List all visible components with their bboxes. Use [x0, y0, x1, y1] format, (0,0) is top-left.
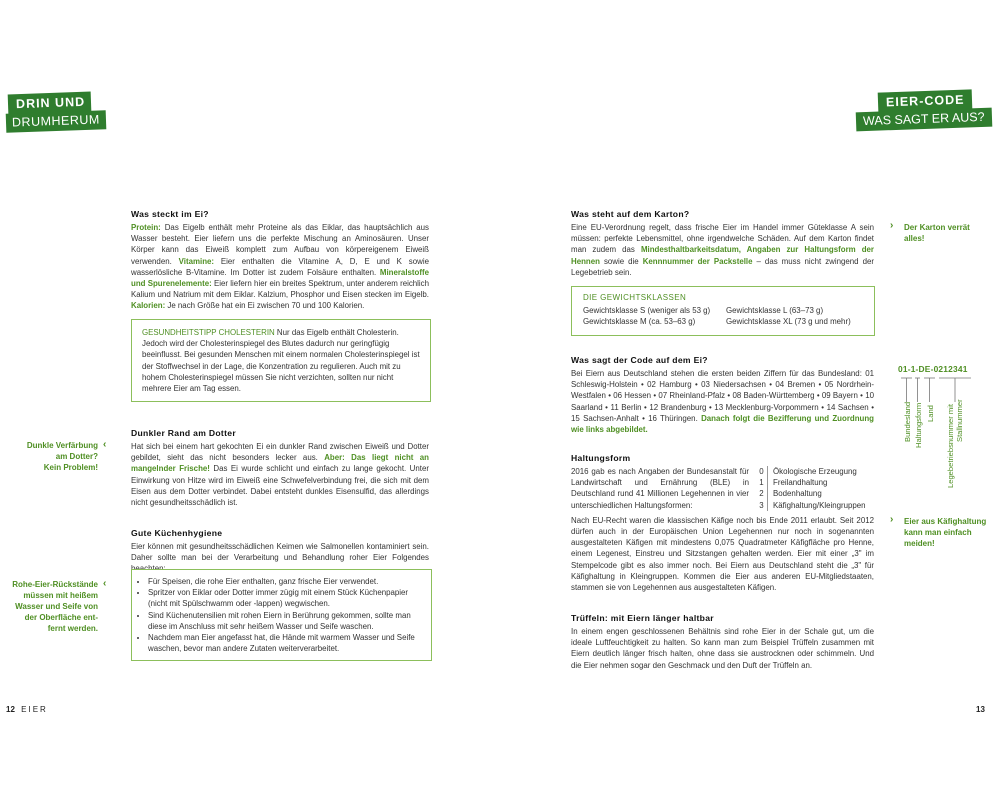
right-section-carton — [571, 209, 874, 278]
section-tag-subtitle-right: WAS SAGT ER AUS? — [856, 108, 992, 131]
weight-class-item: Gewichtsklasse L (63–73 g) — [726, 306, 824, 315]
table-row: 0 Ökologische Erzeugung — [756, 466, 866, 477]
tip-text: Nur das Eigelb enthält Cholesterin. Jedoch wird der Cholesterinspiegel des Blutes dadurch nur geringfügig beeinflusst. Bei gesunden Menschen mit einem normalen Cholesterinspiegel ist der Stoffwechsel in der Lage, die Konzentration zu regulieren. Auch mit zu hohem Cholesterinspiegel müssen Sie nicht verzichten, sollten nur nicht mehrere Eier am Tag essen. — [142, 328, 420, 394]
paragraph-nutrients: Protein: Das Eigelb enthält mehr Proteine als das Eiklar, das hauptsächlich aus Wasser besteht. Eier liefern uns die perfekte Mischung an Aminosäuren. Unser Körper kann das Eiweiß komplett zum Aufbau von körpereigenem Eiweiß verwenden. Vitamine: Eier enthalten die Vitamine A, D, E und K sowie wasserlösliche B-Vitamine. Im Dotter ist zudem Folsäure enthalten. Mineralstoffe und Spurenelemente: Eier liefern hier ein breites Spektrum, unter anderem reichlich Kalium und Natrium mit dem Eiklar. Kalzium, Phosphor und Eisen stecken im Eigelb. Kalorien: Je nach Größe hat ein Ei zwischen 70 und 100 Kalorien. — [131, 223, 430, 311]
side-note-cage: Eier aus Käfighaltung kann man einfach meiden! — [904, 517, 987, 548]
code-label-legebetrieb: Legebetriebsnummer mit — [946, 404, 955, 488]
section-tag-title-right: EIER-CODE — [878, 89, 973, 112]
side-note-carton: Der Karton verrät alles! — [904, 223, 970, 243]
left-section-hygiene — [131, 528, 429, 575]
heading-was-steckt: Was steckt im Ei? — [131, 209, 209, 219]
haltung-table — [756, 466, 866, 511]
heading-haltungsform: Haltungsform — [571, 453, 631, 463]
folio-left — [6, 705, 48, 714]
left-section-dark-rim — [131, 428, 429, 508]
egg-code-diagram — [898, 364, 998, 494]
paragraph-hygiene: Eier können mit gesundheitsschädlichen Keimen wie Salmonellen kontaminiert sein. Daher sollte man bei der Verarbeitung und Behandlung roher Eier Folgendes — [131, 542, 429, 563]
left-section-nutrients — [131, 209, 429, 312]
paragraph-dark-rim: Hat sich bei einem hart gekochten Ei ein dunkler Rand zwischen Eiweiß und Dotter gebildet, sieht das nicht besonders lecker aus. Aber: Das liegt nicht an mangelnder Frische! Das Ei wurde schlicht und einfach zu lange gekocht. Unter Einwirkung von Hitze wird im Eiweiß eine Schwefelverbindung frei, die sich mit dem Eisen aus dem Dotter verbindet. Dabei entsteht dunkles Eisensulfid, das allerdings nicht gesundheitsschädlich ist. — [131, 442, 429, 508]
heading-trueffel: Trüffeln: mit Eiern länger haltbar — [571, 613, 714, 623]
chevron-left-icon: ‹ — [103, 439, 107, 450]
hygiene-list-box — [131, 569, 432, 661]
tip-box-cholesterol — [131, 319, 431, 402]
list-item: • Nachdem man Eier angefasst hat, die Hände mit warmem Wasser und Seife waschen, bevor man andere Zutaten weiterverarbeitet. — [148, 632, 427, 654]
folio-right: 13 — [976, 705, 985, 714]
section-tag-title: DRIN UND — [8, 92, 92, 114]
paragraph-haltung: Nach EU-Recht waren die klassischen Käfige noch bis Ende 2011 erlaubt. Seit 2012 dürfen auch in der Europäischen Union Legehennen nur noch in sogenannten ausgestalteten Käfigen mit mindestens 0,075 Quadratmeter Käfigfläche pro Henne, einem Legenest, Einstreu und Sitzstangen gehalten werden. Eier mit einer „3" im Stempelcode gibt es also immer noch. Bei Eiern aus Deutschland steht die „3" für Käfighaltung in Kleingruppen. Kommen die Eier aus anderen EU-Mitgliedstaaten, stammen sie von Legehennen aus ausgestalteten Käfigen. — [571, 515, 874, 593]
weight-class-item: Gewichtsklasse XL (73 g und mehr) — [726, 317, 851, 327]
paragraph-haltung-intro: 2016 gab es nach Angaben der Bundesanstalt für Landwirtschaft und Ernährung (BLE) in Deutschland rund 41 Millionen Legehennen in vier unterschiedlichen Haltungsformen: — [571, 467, 749, 510]
right-section-haltung — [571, 453, 874, 593]
list-item: • Sind Küchenutensilien mit rohen Eiern in Berührung gekommen, sollte man diese im Anschluss mit sehr heißem Wasser und Seife waschen. — [148, 610, 427, 632]
list-item: • Spritzer von Eiklar oder Dotter immer zügig mit einem Stück Küchenpapier (nicht mit Spülschwamm oder -lappen) wegwischen. — [148, 587, 427, 609]
code-label-haltungsform: Haltungsform — [914, 402, 923, 448]
egg-code-value: 01-1-DE-0212341 — [898, 364, 968, 374]
tip-label: GESUNDHEITSTIPP CHOLESTERIN — [142, 328, 275, 337]
table-row: 1 Freilandhaltung — [756, 477, 866, 488]
heading-dunkler-rand: Dunkler Rand am Dotter — [131, 428, 236, 438]
table-row: 3 Käfighaltung/Kleingruppen — [756, 500, 866, 511]
table-row: 2 Bodenhaltung — [756, 488, 866, 499]
right-section-code — [571, 355, 874, 435]
page-number: 12 — [6, 705, 15, 714]
heading-kuechenhygiene: Gute Küchenhygiene — [131, 528, 223, 538]
side-note-dark-rim: Dunkle Verfärbung am Dotter? Kein Problem! — [26, 441, 98, 472]
paragraph-trueffel: In einem engen geschlossenen Behältnis sind rohe Eier in der Schale gut, um die ideale Luftfeuchtigkeit zu halten. So kann man zum Beispiel Trüffeln zusammen mit Eiern deutlich länger frisch halten, ohne dass sie austrocknen oder schimmeln. Und die Eier nehmen sogar den Geschmack und den Duft der Trüffeln an. — [571, 627, 874, 670]
heading-karton: Was steht auf dem Karton? — [571, 209, 690, 219]
folio-title: EIER — [21, 705, 48, 714]
code-label-stall: Stallnummer — [955, 399, 964, 442]
paragraph-carton: Eine EU-Verordnung regelt, dass frische Eier im Handel immer Güteklasse A sein müssen: perfekte Lebensmittel, ohne irgendwelche Schäden. Auf dem Karton findet man zudem das Mindesthaltbarkeitsdatum, Angaben zur Haltungsform der Hennen sowie die Kennnummer der Packstelle – das muss nicht zwingend der Legebetrieb sein. — [571, 223, 874, 277]
weight-class-item: Gewichtsklasse M (ca. 53–63 g) — [583, 317, 696, 327]
section-tag-subtitle: DRUMHERUM — [6, 110, 106, 132]
hygiene-list — [134, 576, 427, 654]
chevron-right-icon: › — [890, 220, 894, 231]
side-note-raw-egg: Rohe-Eier-Rückstände müssen mit heißem Wasser und Seife von der Oberfläche ent- fernt werden. — [12, 580, 98, 633]
chevron-right-icon: › — [890, 514, 894, 525]
paragraph-code: Bei Eiern aus Deutschland stehen die ersten beiden Ziffern für das Bundesland: 01 Schleswig-Holstein • 02 Hamburg • 03 Niedersachsen • 04 Bremen • 05 Nordrhein-Westfalen • 06 Hessen • 07 Rheinland-Pfalz • 08 Baden-Württemberg • 09 Bayern • 10 Saarland • 11 Berlin • 12 Brandenburg • 13 Mecklenburg-Vorpommern • 14 Sachsen • 15 Sachsen-Anhalt • 16 Thüringen. Danach folgt die Bezifferung und Zuordnung wie links abgebildet. — [571, 369, 874, 435]
code-label-bundesland: Bundesland — [903, 401, 912, 442]
list-item: • Für Speisen, die rohe Eier enthalten, ganz frische Eier verwendet. — [148, 576, 427, 587]
right-section-trueffel — [571, 613, 874, 671]
weight-classes-title: DIE GEWICHTSKLASSEN — [583, 293, 687, 302]
weight-class-item: Gewichtsklasse S (weniger als 53 g) — [583, 306, 711, 315]
chevron-left-icon: ‹ — [103, 578, 107, 589]
code-label-land: Land — [926, 405, 935, 422]
weight-classes-box — [571, 286, 875, 336]
heading-code: Was sagt der Code auf dem Ei? — [571, 355, 708, 365]
